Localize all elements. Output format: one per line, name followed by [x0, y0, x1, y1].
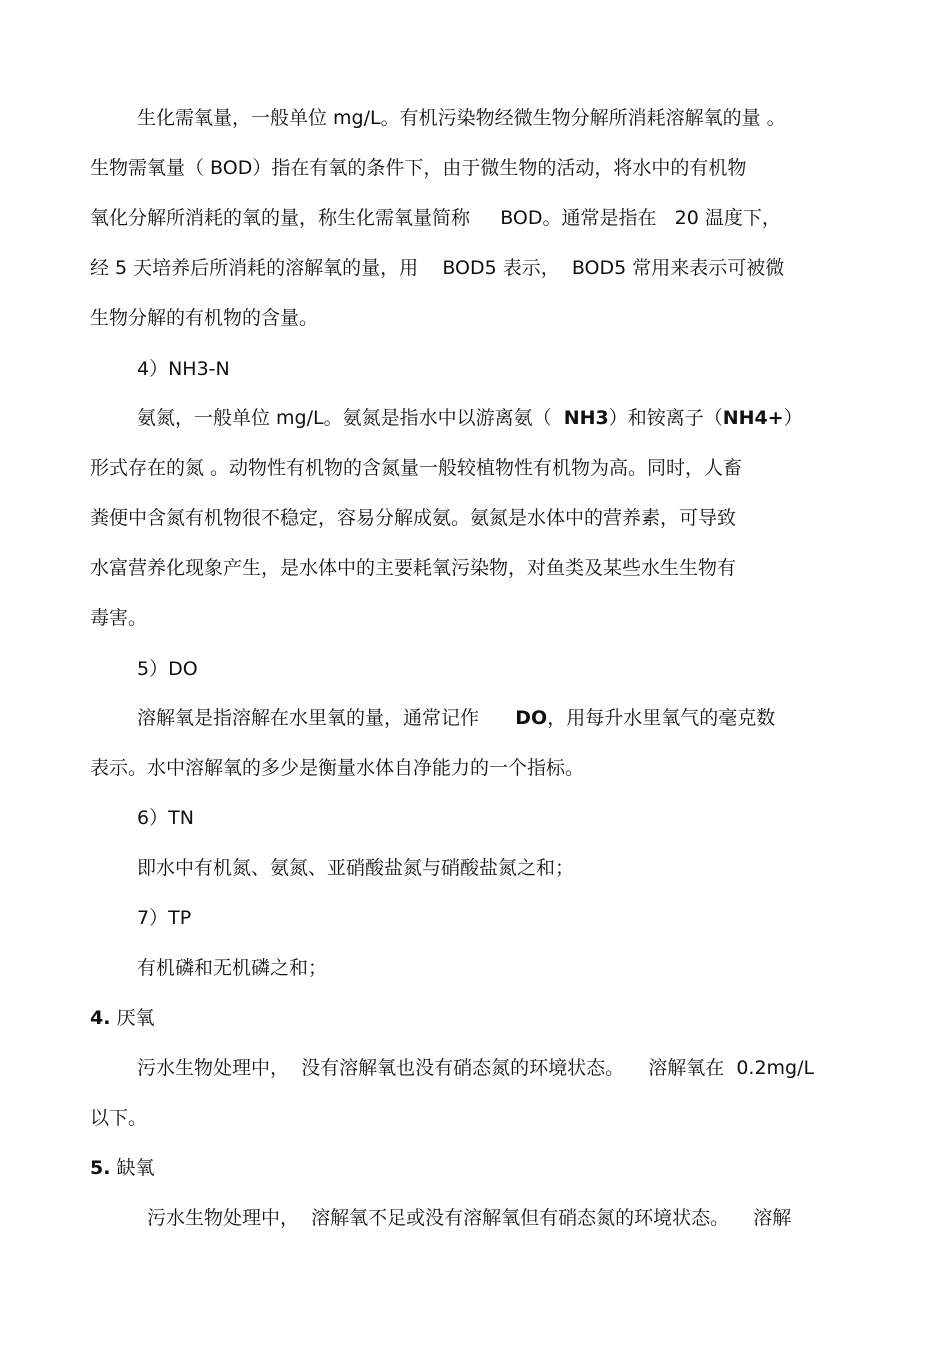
do-second-line: 表示。水中溶解氧的多少是衡量水体自净能力的一个指标。	[90, 757, 585, 779]
section-4-line-2: 以下。	[90, 1107, 148, 1129]
section-5-number: 5.	[90, 1157, 111, 1179]
section-4-number: 4.	[90, 1007, 111, 1029]
section-4-line-1: 污水生物处理中， 没有溶解氧也没有硝态氮的环境状态。 溶解氧在 0.2mg/L	[137, 1057, 815, 1079]
section-5-title: 缺氧	[116, 1157, 155, 1179]
nh3-first-line-post: ）	[783, 407, 803, 429]
bod-line-2: 氧化分解所消耗的氧的量，称生化需氧量简称 BOD。通常是指在 20 温度下，	[90, 207, 781, 229]
nh4-term: NH4+	[722, 407, 784, 429]
do-term: DO	[515, 707, 548, 729]
nh3-first-line-mid: ）和铵离子（	[608, 407, 723, 429]
bod-line-4: 生物分解的有机物的含量。	[90, 307, 319, 329]
section-4-title: 厌氧	[116, 1007, 155, 1029]
nh3-line-3: 水富营养化现象产生，是水体中的主要耗氧污染物，对鱼类及某些水生生物有	[90, 557, 737, 579]
bod-intro: 生化需氧量，一般单位 mg/L。有机污染物经微生物分解所消耗溶解氧的量 。	[137, 107, 786, 129]
do-first-line-pre: 溶解氧是指溶解在水里氧的量，通常记作	[137, 707, 516, 729]
nh3-first-line-pre: 氨氮，一般单位 mg/L。氨氮是指水中以游离氨（	[137, 407, 564, 429]
section-5-heading	[90, 1155, 155, 1181]
tn-heading: 6）TN	[137, 807, 194, 829]
bod-line-3: 经 5 天培养后所消耗的溶解氧的量，用 BOD5 表示， BOD5 常用来表示可被微	[90, 257, 785, 279]
do-heading: 5）DO	[137, 658, 198, 680]
nh3-first-line	[137, 405, 803, 431]
nh3-heading: 4）NH3-N	[137, 358, 230, 380]
bod-line-1: 生物需氧量（ BOD）指在有氧的条件下，由于微生物的活动，将水中的有机物	[90, 157, 747, 179]
nh3-line-1: 形式存在的氮 。动物性有机物的含氮量一般较植物性有机物为高。同时，人畜	[90, 457, 743, 479]
tn-text: 即水中有机氮、氨氮、亚硝酸盐氮与硝酸盐氮之和；	[137, 857, 575, 879]
do-first-line-post: ，用每升水里氧气的毫克数	[547, 707, 776, 729]
nh3-line-4: 毒害。	[90, 607, 148, 629]
tp-heading: 7）TP	[137, 907, 192, 929]
tp-text: 有机磷和无机磷之和；	[137, 957, 328, 979]
nh3-line-2: 粪便中含氮有机物很不稳定，容易分解成氨。氨氮是水体中的营养素，可导致	[90, 507, 737, 529]
do-first-line	[137, 705, 775, 731]
section-4-heading	[90, 1005, 155, 1031]
section-5-line-1: 污水生物处理中， 溶解氧不足或没有溶解氧但有硝态氮的环境状态。 溶解	[147, 1207, 792, 1229]
nh3-term: NH3	[563, 407, 609, 429]
